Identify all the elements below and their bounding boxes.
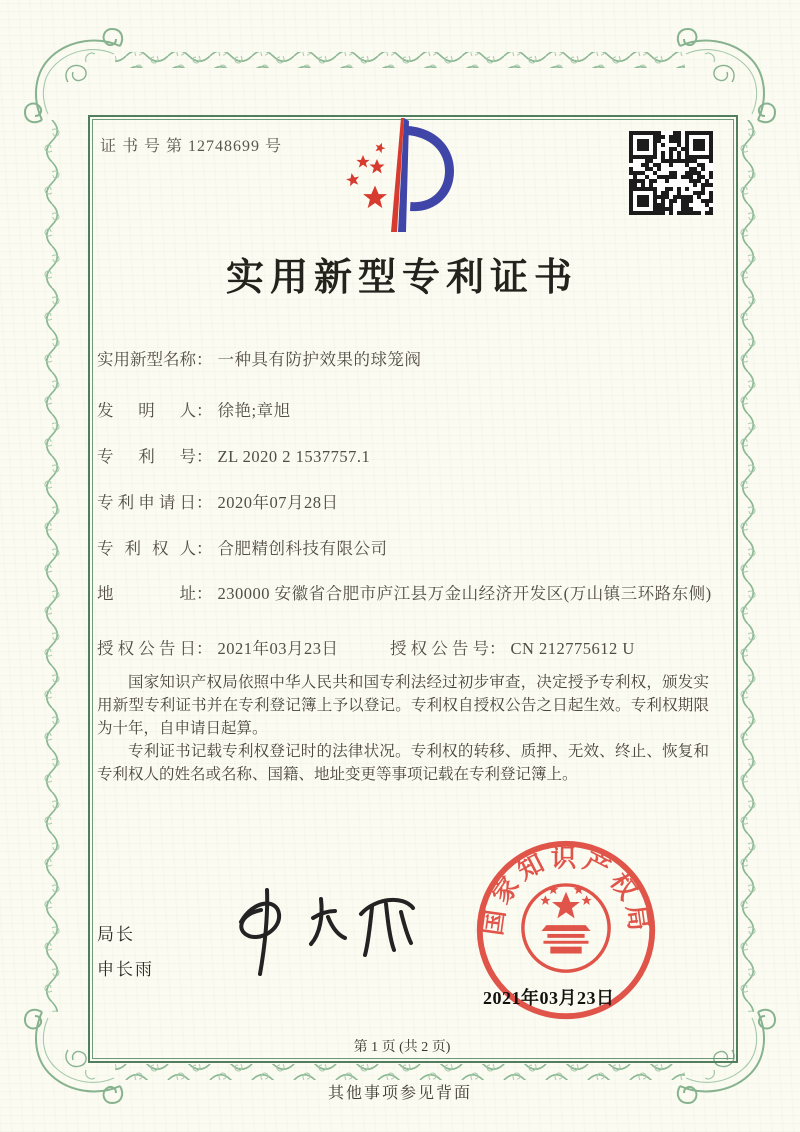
signer-name: 申长雨 [97,960,154,979]
field-label: 专利权人 [97,539,196,558]
field-row-grant: 授权公告日： 2021年03月23日 授权公告号： CN 212775612 U [97,637,713,662]
back-side-note: 其他事项参见背面 [327,1085,472,1102]
seal-date: 2021年03月23日 [483,988,615,1008]
field-label: 地址 [97,584,196,603]
field-value: 一种具有防护效果的球笼阀 [217,350,422,369]
legal-text [97,671,709,786]
national-emblem-icon [523,884,609,971]
field-row-filing-date: 专利申请日： 2020年07月28日 [97,491,713,516]
field-label: 授权公告日 [97,639,196,658]
certificate-number: 证 书 号 第 12748699 号 [100,138,283,155]
field-value: 合肥精创科技有限公司 [217,539,388,558]
field-label: 发明人 [97,401,196,420]
field-row-patent-number: 专利号： ZL 2020 2 1537757.1 [97,445,713,470]
seal-text: 国家知识产权局 [478,843,654,938]
grant-date-value: 2021年03月23日 [217,639,339,658]
field-label: 专利申请日 [97,493,196,512]
signature-image [215,882,425,986]
qr-code [629,131,713,215]
field-label: 实用新型名称 [97,350,196,369]
field-row-patentee: 专利权人： 合肥精创科技有限公司 [97,537,713,562]
field-label: 专利号 [97,447,196,466]
legal-paragraph: 国家知识产权局依照中华人民共和国专利法经过初步审查，决定授予专利权，颁发实用新型专利证书并在专利登记簿上予以登记。专利权自授权公告之日起生效。专利权期限为十年，自申请日起算。 [97,674,709,737]
grant-number-group: 授权公告号： CN 212775612 U [390,637,635,662]
page-number: 第 1 页 (共 2 页) [353,1040,451,1055]
cnipa-logo-icon [335,112,475,238]
field-row-address: 地址： 230000 安徽省合肥市庐江县万金山经济开发区(万山镇三环路东侧) [97,582,713,607]
field-value: ZL 2020 2 1537757.1 [217,447,371,466]
legal-paragraph: 专利证书记载专利权登记时的法律状况。专利权的转移、质押、无效、终止、恢复和专利权人的姓名或名称、国籍、地址变更等事项记载在专利登记簿上。 [97,743,709,783]
field-value: 徐艳;章旭 [217,401,291,420]
field-row-inventor: 发明人： 徐艳;章旭 [97,399,713,424]
signer-title: 局长 [97,925,135,944]
field-value: 2020年07月28日 [217,493,339,512]
grant-number-value: CN 212775612 U [510,639,635,658]
field-value: 230000 安徽省合肥市庐江县万金山经济开发区(万山镇三环路东侧) [217,584,712,603]
svg-text:国家知识产权局 [478,843,654,937]
field-label: 授权公告号 [390,639,489,658]
field-row-name: 实用新型名称： 一种具有防护效果的球笼阀 [97,348,713,373]
page-title: 实用新型专利证书 [225,257,578,299]
